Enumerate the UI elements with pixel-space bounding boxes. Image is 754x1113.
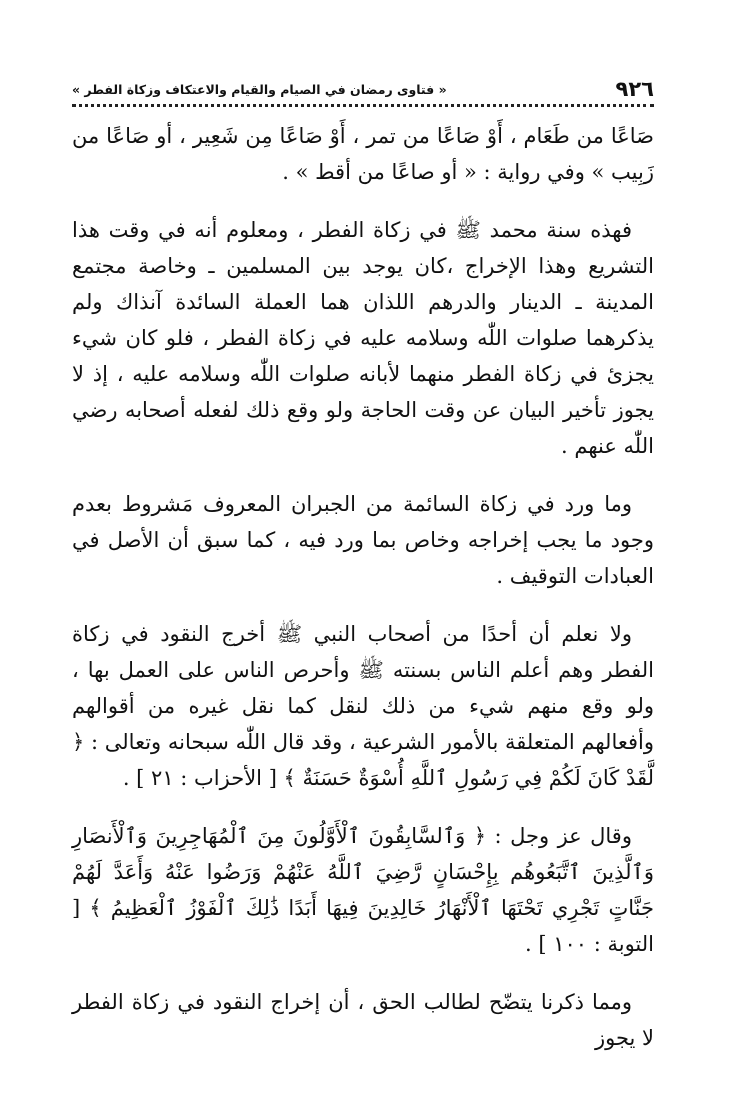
page-number: ٩٢٦ (615, 77, 654, 101)
header-divider (72, 104, 654, 107)
running-title: « فتاوى رمضان في الصيام والقيام والاعتكاف وزكاة الفطر » (72, 81, 447, 97)
body-text (72, 118, 654, 1056)
paragraph: صَاعًا من طَعَام ، أَوْ صَاعًا من تمر ، أَوْ صَاعًا مِن شَعِير ، أو صَاعًا من زَبِيب » وفي رواية : « أو صاعًا من أقط » . (72, 124, 654, 184)
paragraph: فهذه سنة محمد ﷺ في زكاة الفطر ، ومعلوم أنه في وقت هذا التشريع وهذا الإخراج ،كان يوجد بين المسلمين ـ وخاصة مجتمع المدينة ـ الدينار والدرهم اللذان هما العملة السائدة آنذاك ولم يذكرهما صلوات اللّٰه وسلامه عليه في زكاة الفطر ، فلو كان شيء يجزئ في زكاة الفطر منهما لأبانه صلوات اللّٰه وسلامه عليه ، إذ لا يجوز تأخير البيان عن وقت الحاجة ولو وقع ذلك لفعله أصحابه رضي اللّٰه عنهم . (72, 218, 654, 458)
paragraph: وقال عز وجل : ﴿ وَٱلسَّابِقُونَ ٱلْأَوَّلُونَ مِنَ ٱلْمُهَاجِرِينَ وَٱلْأَنصَارِ وَٱلَّذِينَ ٱتَّبَعُوهُم بِإِحْسَانٍ رَّضِيَ ٱللَّهُ عَنْهُمْ وَرَضُوا عَنْهُ وَأَعَدَّ لَهُمْ جَنَّاتٍ تَجْرِي تَحْتَهَا ٱلْأَنْهَارُ خَالِدِينَ فِيهَا أَبَدًا ذَٰلِكَ ٱلْفَوْزُ ٱلْعَظِيمُ ﴾ [ التوبة : ١٠٠ ] . (72, 824, 654, 956)
page-header (72, 76, 654, 102)
paragraph: ولا نعلم أن أحدًا من أصحاب النبي ﷺ أخرج النقود في زكاة الفطر وهم أعلم الناس بسنته ﷺ وأحرص الناس على العمل بها ، ولو وقع منهم شيء من ذلك لنقل كما نقل غيره من أقوالهم وأفعالهم المتعلقة بالأمور الشرعية ، وقد قال اللّٰه سبحانه وتعالى : ﴿ لَّقَدْ كَانَ لَكُمْ فِي رَسُولِ ٱللَّهِ أُسْوَةٌ حَسَنَةٌ ﴾ [ الأحزاب : ٢١ ] . (72, 622, 654, 790)
paragraph: وما ورد في زكاة السائمة من الجبران المعروف مَشروط بعدم وجود ما يجب إخراجه وخاص بما ورد فيه ، كما سبق أن الأصل في العبادات التوقيف . (72, 492, 654, 588)
paragraph: ومما ذكرنا يتضّح لطالب الحق ، أن إخراج النقود في زكاة الفطر لا يجوز (72, 990, 654, 1050)
